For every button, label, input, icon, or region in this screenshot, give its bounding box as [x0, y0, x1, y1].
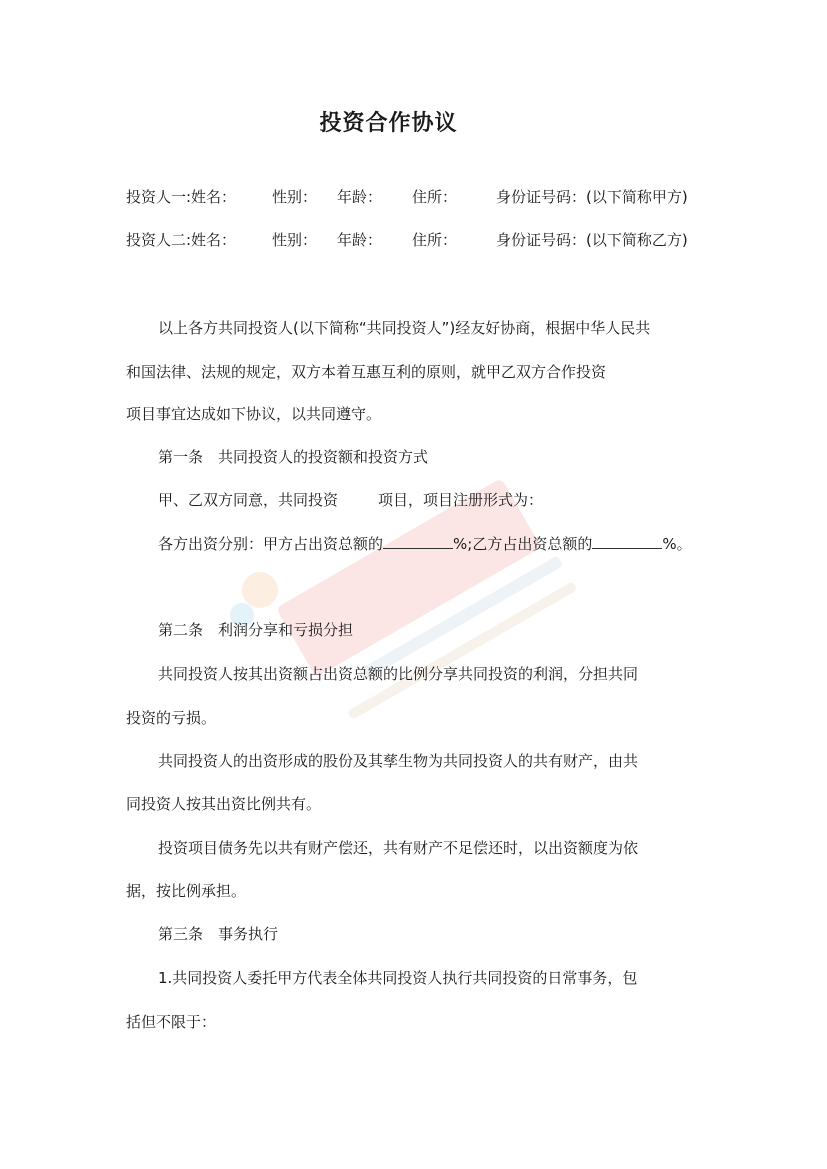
article2-paragraph-line: 同投资人按其出资比例共有。 — [126, 795, 322, 813]
blank-field — [383, 534, 453, 549]
article3-paragraph-line: 1.共同投资人委托甲方代表全体共同投资人执行共同投资的日常事务，包 — [158, 969, 638, 987]
party-age-label: 年龄： — [337, 231, 383, 249]
party-name-label: 投资人一:姓名： — [126, 188, 237, 206]
article3-heading: 第三条 事务执行 — [158, 925, 279, 943]
article2-paragraph-line: 共同投资人的出资形成的股份及其孳生物为共同投资人的共有财产，由共 — [158, 752, 639, 770]
party-id-label: 身份证号码：(以下简称乙方) — [496, 231, 688, 249]
document-title: 投资合作协议 — [319, 110, 458, 136]
article1-line2-a: 各方出资分别：甲方占出资总额的 — [158, 535, 384, 553]
preamble-line: 和国法律、法规的规定，双方本着互惠互利的原则，就甲乙双方合作投资 — [126, 363, 607, 381]
article1-line1-a: 甲、乙双方同意，共同投资 — [158, 491, 339, 509]
party-age-label: 年龄： — [337, 188, 383, 206]
article1-line1-b: 项目，项目注册形式为： — [378, 491, 544, 509]
article2-paragraph-line: 投资的亏损。 — [126, 709, 217, 727]
preamble-line: 以上各方共同投资人(以下简称“共同投资人”)经友好协商，根据中华人民共 — [158, 319, 651, 337]
article1-line2-c: %。 — [662, 535, 692, 553]
party-gender-label: 性别： — [272, 231, 318, 249]
party-gender-label: 性别： — [272, 188, 318, 206]
article1-line1 — [158, 490, 543, 510]
blank-field — [338, 491, 378, 505]
article1-heading: 第一条 共同投资人的投资额和投资方式 — [158, 448, 429, 466]
article2-paragraph-line: 投资项目债务先以共有财产偿还，共有财产不足偿还时，以出资额度为依 — [158, 839, 639, 857]
article2-paragraph-line: 据，按比例承担。 — [126, 882, 247, 900]
party-name-label: 投资人二:姓名： — [126, 231, 237, 249]
article2-heading: 第二条 利润分享和亏损分担 — [158, 621, 354, 639]
article3-paragraph-line: 括但不限于： — [126, 1013, 217, 1031]
party-id-label: 身份证号码：(以下简称甲方) — [496, 188, 688, 206]
blank-field — [592, 534, 662, 549]
article2-paragraph-line: 共同投资人按其出资额占出资总额的比例分享共同投资的利润，分担共同 — [158, 665, 639, 683]
party-address-label: 住所： — [412, 188, 458, 206]
watermark-logo — [220, 440, 600, 760]
party-address-label: 住所： — [412, 231, 458, 249]
article1-line2-b: %;乙方占出资总额的 — [453, 535, 593, 553]
preamble-line: 项目事宜达成如下协议，以共同遵守。 — [126, 405, 382, 423]
article1-line2 — [158, 534, 692, 554]
